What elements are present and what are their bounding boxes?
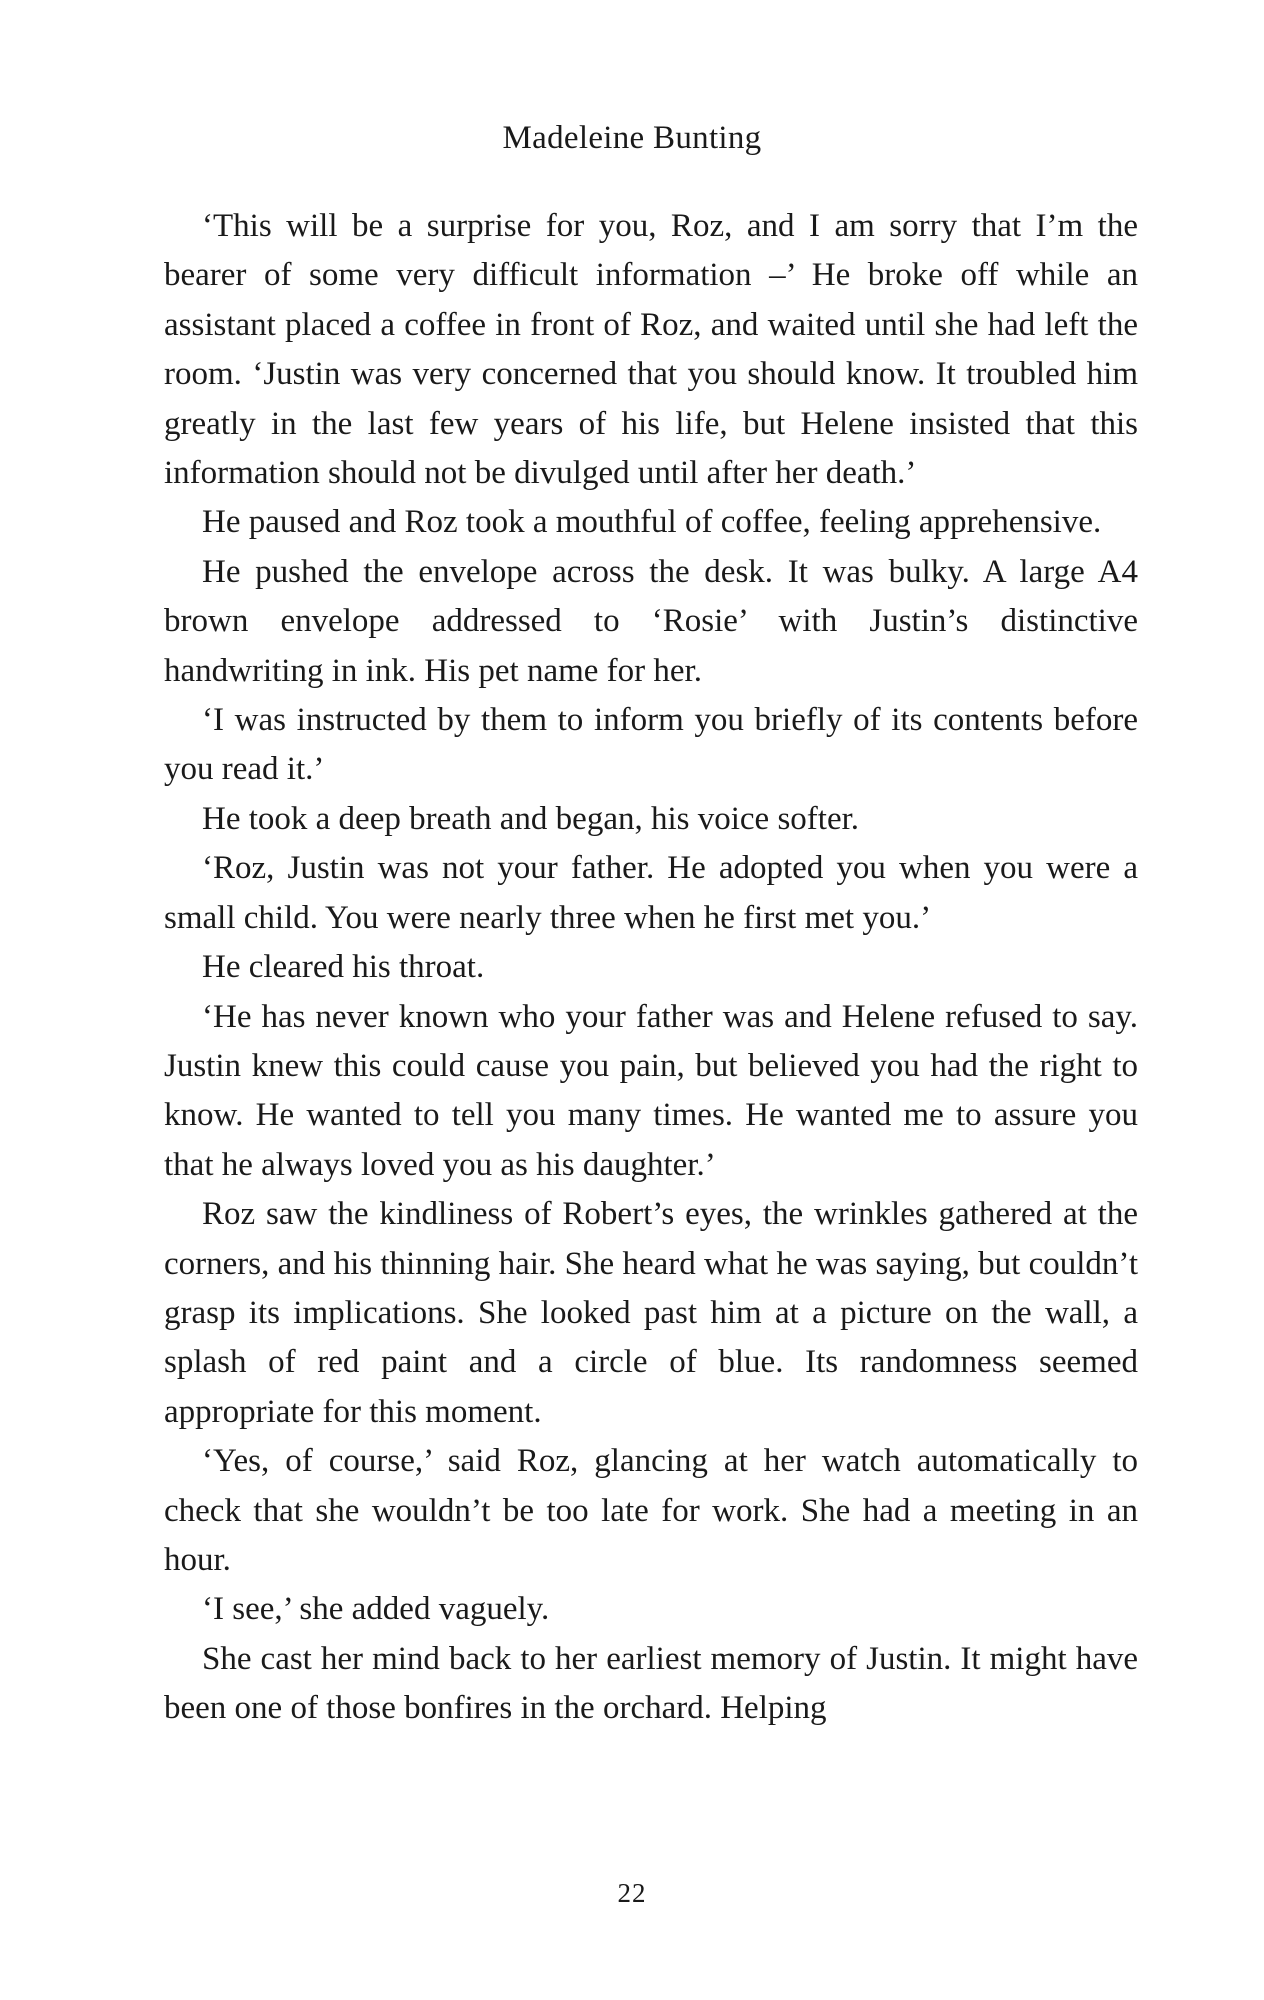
paragraph: He cleared his throat. bbox=[202, 949, 485, 986]
paragraph: ‘I see,’ she added vaguely. bbox=[202, 1591, 550, 1628]
paragraph: ‘I was instructed by them to inform you briefly of its contents before you read it.’ bbox=[164, 702, 1138, 788]
paragraph: He took a deep breath and began, his voice softer. bbox=[202, 800, 860, 837]
paragraph: He pushed the envelope across the desk. It was bulky. A large A4 brown envelope addressed to ‘Rosie’ with Justin’s distinctive handwriting in ink. His pet name for her. bbox=[164, 553, 1138, 689]
paragraph: ‘Yes, of course,’ said Roz, glancing at her watch automatically to check that she wouldn’t be too late for work. She had a meeting in an hour. bbox=[164, 1443, 1138, 1578]
paragraph: He paused and Roz took a mouthful of coffee, feeling apprehensive. bbox=[202, 504, 1102, 541]
paragraph: Roz saw the kindliness of Robert’s eyes, the wrinkles gathered at the corners, and his thinning hair. She heard what he was saying, but couldn’t grasp its implications. She looked past him at a picture on the wall, a splash of red paint and a circle of blue. Its randomness seemed appropriate for this moment. bbox=[164, 1196, 1138, 1430]
paragraph: ‘He has never known who your father was and Helene refused to say. Justin knew this could cause you pain, but believed you had the right to know. He wanted to tell you many times. He wanted me to assure you that he always loved you as his daughter.’ bbox=[164, 998, 1138, 1183]
running-header: Madeleine Bunting bbox=[502, 120, 762, 156]
paragraph: She cast her mind back to her earliest memory of Justin. It might have been one of those bonfires in the orchard. Helping bbox=[164, 1640, 1138, 1727]
paragraph: ‘This will be a surprise for you, Roz, and I am sorry that I’m the bearer of some very difficult information –’ He broke off while an assistant placed a coffee in front of Roz, and waited until she had left the room. ‘Justin was very concerned that you should know. It troubled him greatly in the last few years of his life, but Helene insisted that this information should not be divulged until after her death.’ bbox=[164, 208, 1138, 492]
paragraph: ‘Roz, Justin was not your father. He adopted you when you were a small child. You were nearly three when he first met you.’ bbox=[164, 850, 1138, 936]
body-text bbox=[164, 202, 1138, 1734]
page-number: 22 bbox=[617, 1878, 647, 1908]
